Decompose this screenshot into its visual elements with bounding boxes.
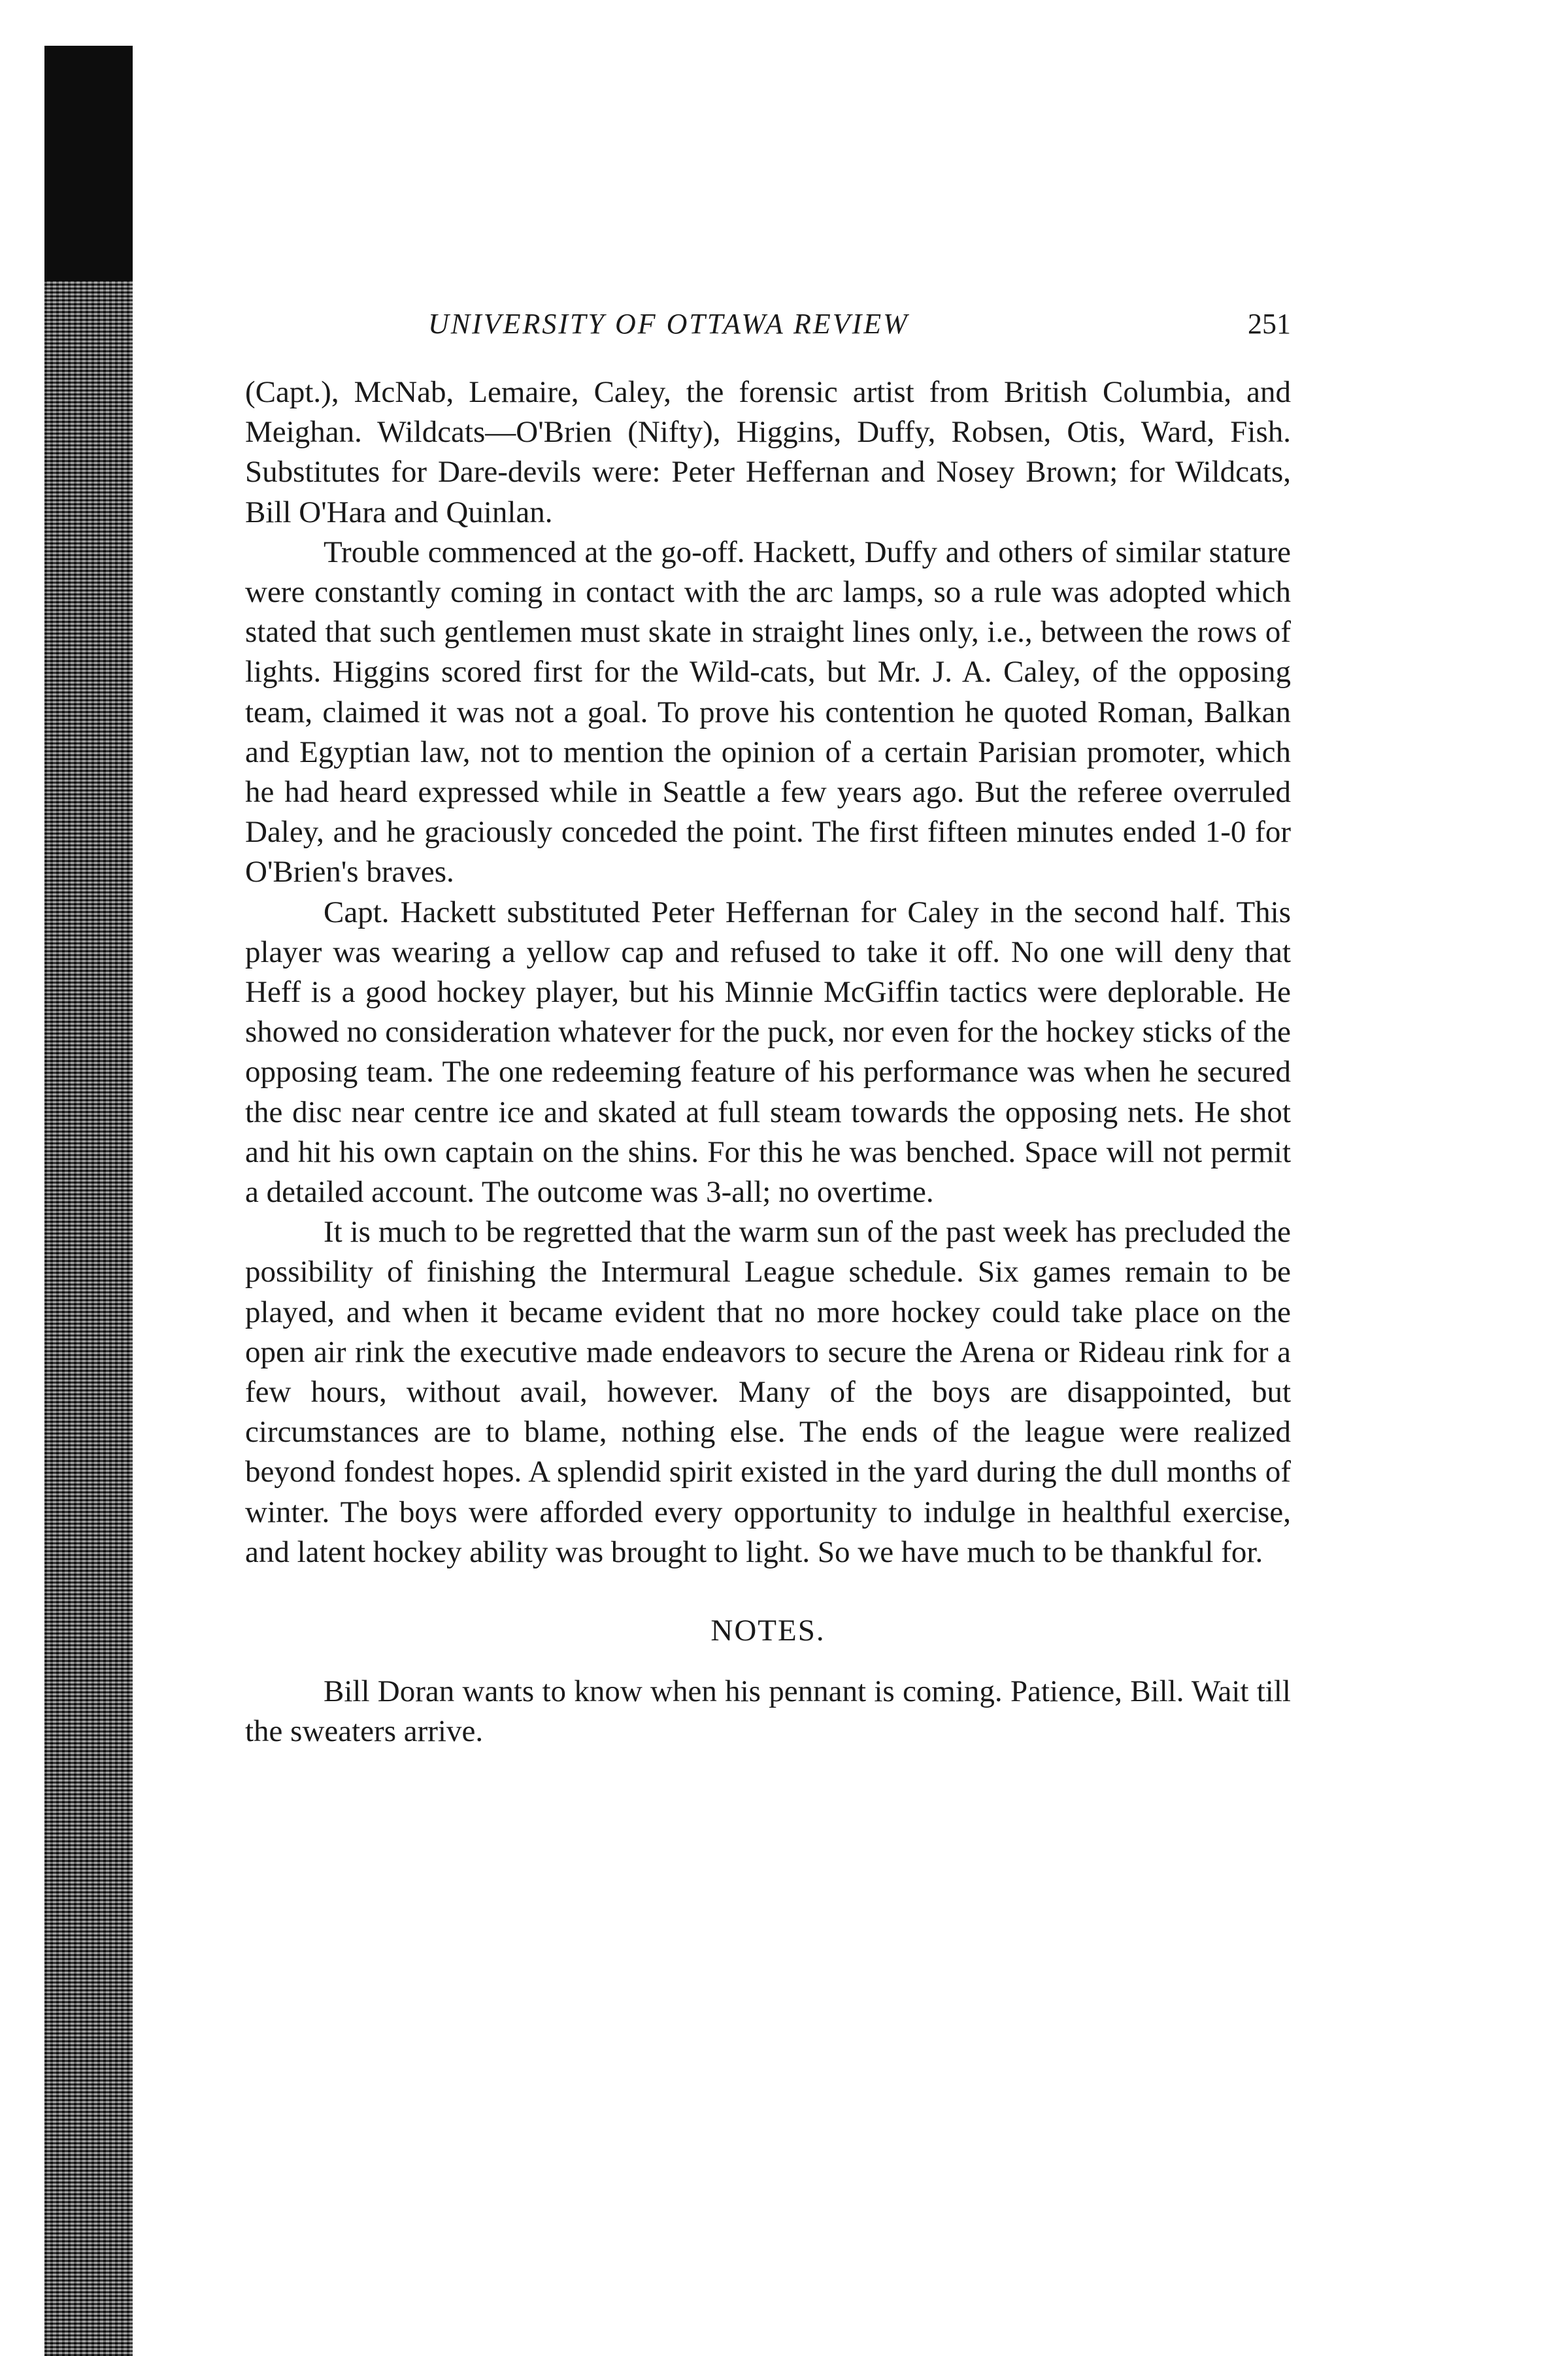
page-number: 251 [1248,308,1291,340]
binding-edge-shadow [44,46,133,281]
notes-heading: NOTES. [710,1614,826,1648]
scanned-binding-edge [44,46,133,2356]
notes-paragraph: Bill Doran wants to know when his pennant is coming. Patience, Bill. Wait till the sweaters arrive. [245,1674,1291,1749]
paragraph-team-lineup: (Capt.), McNab, Lemaire, Caley, the forensic artist from British Columbia, and Meighan. Wildcats—O'Brien (Nifty), Higgins, Duffy, Robsen, Otis, Ward, Fish. Substitutes for Dare-devils were: Peter Heffernan and Nosey Brown; for Wildcats, Bill O'Hara and Quinlan. [245,375,1291,529]
paragraph-first-half: Trouble commenced at the go-off. Hackett, Duffy and others of similar stature were constantly coming in contact with the arc lamps, so a rule was adopted which stated that such gentlemen must skate in straight lines only, i.e., between the rows of lights. Higgins scored first for the Wild-cats, but Mr. J. A. Caley, of the opposing team, claimed it was not a goal. To prove his contention he quoted Roman, Balkan and Egyptian law, not to mention the opinion of a certain Parisian promoter, which he had heard expressed while in Seattle a few years ago. But the referee overruled Daley, and he graciously conceded the point. The first fifteen minutes ended 1-0 for O'Brien's braves. [245,535,1291,889]
paragraph-second-half: Capt. Hackett substituted Peter Heffernan for Caley in the second half. This player was wearing a yellow cap and refused to take it off. No one will deny that Heff is a good hockey player, but his Minnie McGiffin tactics were deplorable. He showed no consideration whatever for the puck, nor even for the hockey sticks of the opposing team. The one redeeming feature of his performance was when he secured the disc near centre ice and skated at full steam towards the opposing nets. He shot and hit his own captain on the shins. For this he was benched. Space will not permit a detailed account. The outcome was 3-all; no overtime. [245,895,1291,1210]
journal-title: UNIVERSITY OF OTTAWA REVIEW [428,308,909,340]
page-text-block [245,307,1291,1752]
paragraph-league-schedule: It is much to be regretted that the warm sun of the past week has precluded the possibility of finishing the Intermural League schedule. Six games remain to be played, and when it became evident that no more hockey could take place on the open air rink the executive made endeavors to secure the Arena or Rideau rink for a few hours, without avail, however. Many of the boys are disappointed, but circumstances are to blame, nothing else. The ends of the league were realized beyond fondest hopes. A splendid spirit existed in the yard during the dull months of winter. The boys were afforded every opportunity to indulge in healthful exercise, and latent hockey ability was brought to light. So we have much to be thankful for. [245,1215,1291,1569]
running-head [245,307,1291,346]
